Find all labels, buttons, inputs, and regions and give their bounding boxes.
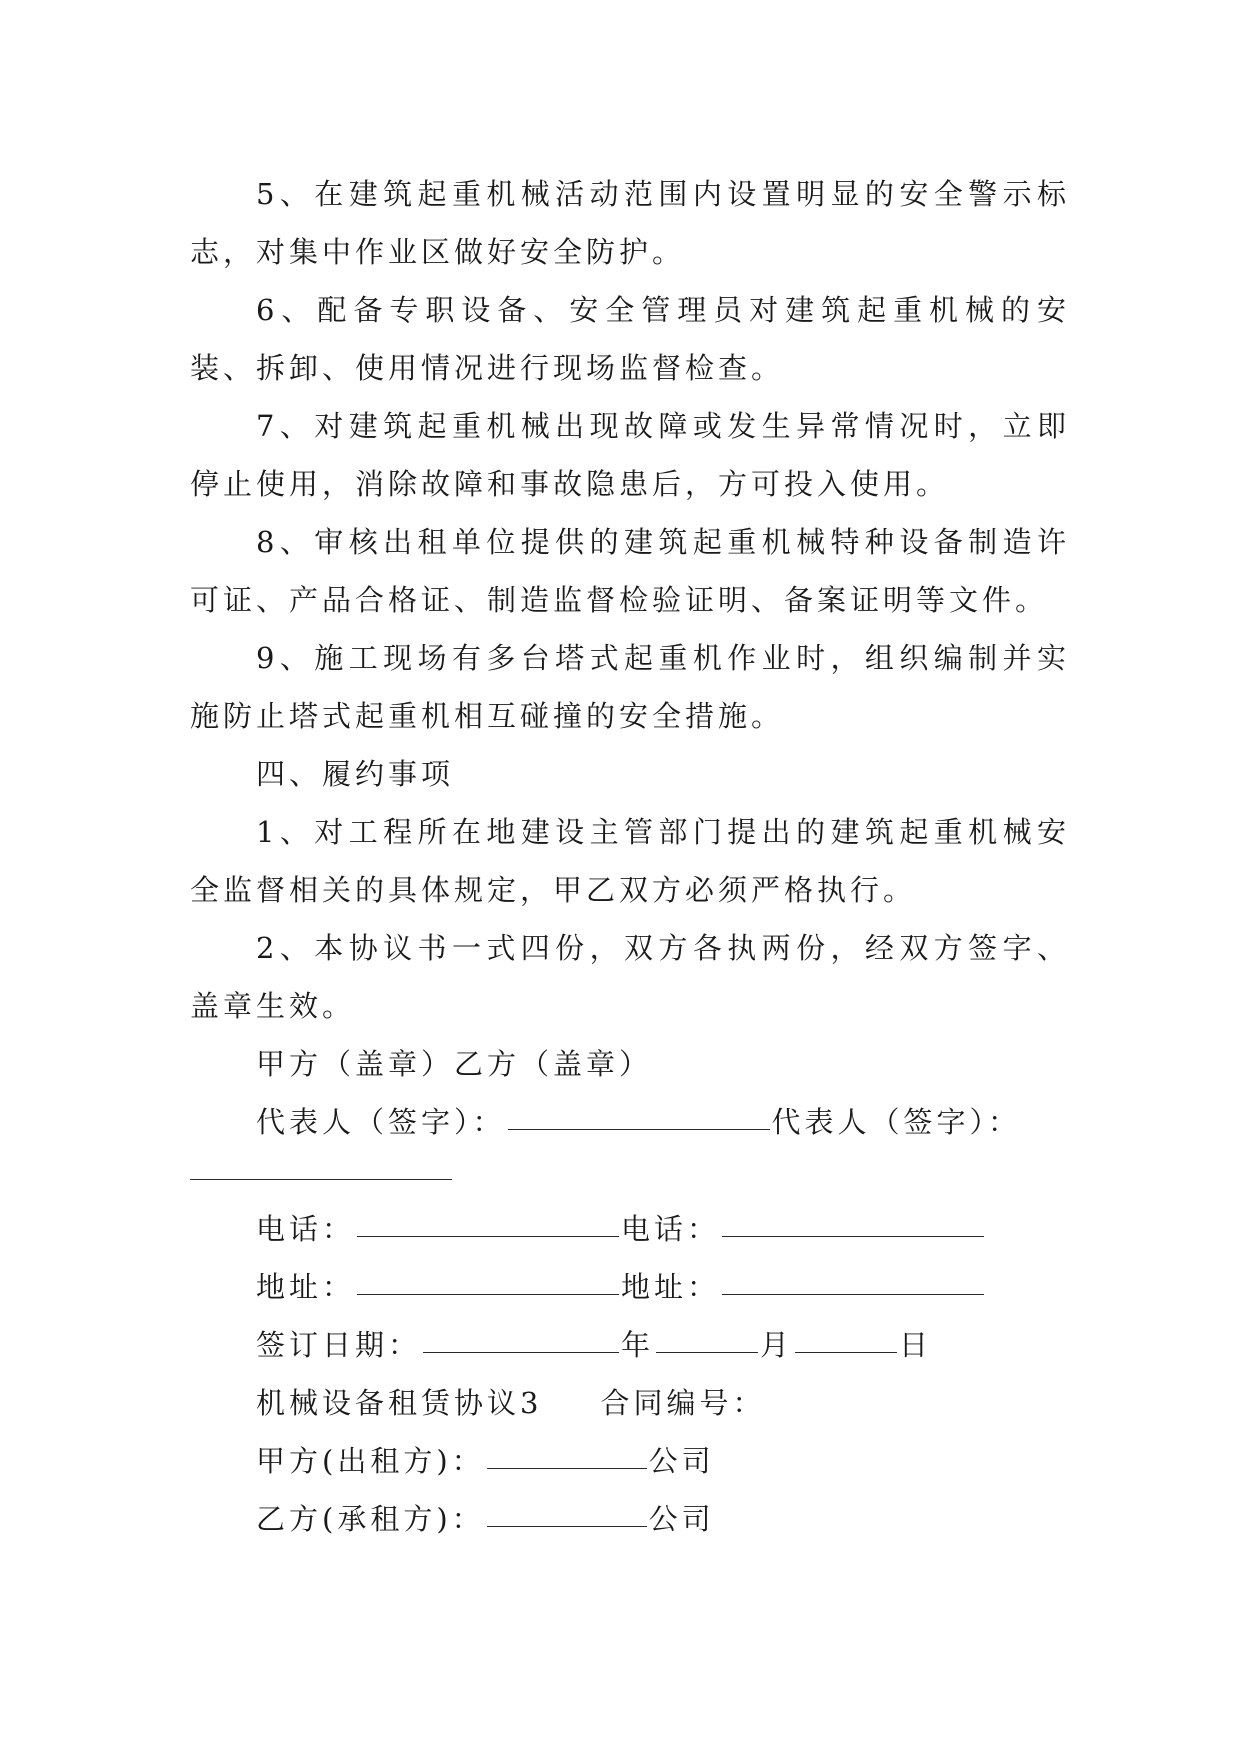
paragraph-item-7: 7、对建筑起重机械出现故障或发生异常情况时，立即停止使用，消除故障和事故隐患后，方可投入使用。 <box>190 409 1070 501</box>
signing-date-label: 签订日期： <box>256 1328 422 1362</box>
representative-line <box>256 1093 1021 1151</box>
month-blank[interactable] <box>656 1351 758 1353</box>
representative-blank-a[interactable] <box>508 1128 770 1130</box>
paragraph-item-8: 8、审核出租单位提供的建筑起重机械特种设备制造许可证、产品合格证、制造监督检验证明、备案证明等文件。 <box>190 525 1070 617</box>
lessee-blank[interactable] <box>487 1525 647 1527</box>
lessee-line <box>256 1490 715 1548</box>
signing-date-line <box>256 1316 932 1374</box>
phone-line <box>256 1200 986 1258</box>
performance-item-1: 1、对工程所在地建设主管部门提出的建筑起重机械安全监督相关的具体规定，甲乙双方必须严格执行。 <box>190 815 1070 907</box>
lessor-company-suffix: 公司 <box>648 1444 715 1478</box>
lessee-label: 乙方(承租方)： <box>256 1502 485 1536</box>
phone-blank-a[interactable] <box>357 1235 619 1237</box>
next-agreement-title: 机械设备租赁协议3 <box>256 1386 543 1420</box>
lessor-line <box>256 1432 715 1490</box>
phone-label-b: 电话： <box>621 1212 721 1246</box>
address-label-a: 地址： <box>256 1270 356 1304</box>
representative-label-b: 代表人（签字）： <box>771 1105 1022 1139</box>
lessor-label: 甲方(出租方)： <box>256 1444 485 1478</box>
section-four-heading: 四、履约事项 <box>256 757 455 791</box>
lessor-blank[interactable] <box>487 1467 647 1469</box>
party-seal-line: 甲方（盖章）乙方（盖章） <box>256 1047 653 1081</box>
representative-blank-b[interactable] <box>190 1178 452 1180</box>
phone-label-a: 电话： <box>256 1212 356 1246</box>
day-blank[interactable] <box>795 1351 897 1353</box>
year-label: 年 <box>621 1328 655 1362</box>
paragraph-item-6: 6、配备专职设备、安全管理员对建筑起重机械的安装、拆卸、使用情况进行现场监督检查。 <box>190 293 1070 385</box>
address-blank-b[interactable] <box>722 1293 984 1295</box>
contract-number-label: 合同编号： <box>600 1386 766 1420</box>
paragraph-item-9: 9、施工现场有多台塔式起重机作业时，组织编制并实施防止塔式起重机相互碰撞的安全措施。 <box>190 641 1070 733</box>
representative-label-a: 代表人（签字）： <box>256 1105 506 1139</box>
phone-blank-b[interactable] <box>722 1235 984 1237</box>
paragraph-item-5: 5、在建筑起重机械活动范围内设置明显的安全警示标志，对集中作业区做好安全防护。 <box>190 177 1070 269</box>
next-agreement-title-line <box>256 1374 765 1432</box>
year-blank[interactable] <box>423 1351 619 1353</box>
lessee-company-suffix: 公司 <box>648 1502 715 1536</box>
day-label: 日 <box>899 1328 933 1362</box>
month-label: 月 <box>760 1328 794 1362</box>
address-label-b: 地址： <box>621 1270 721 1304</box>
performance-item-2: 2、本协议书一式四份，双方各执两份，经双方签字、盖章生效。 <box>190 931 1070 1023</box>
address-line <box>256 1258 986 1316</box>
address-blank-a[interactable] <box>357 1293 619 1295</box>
